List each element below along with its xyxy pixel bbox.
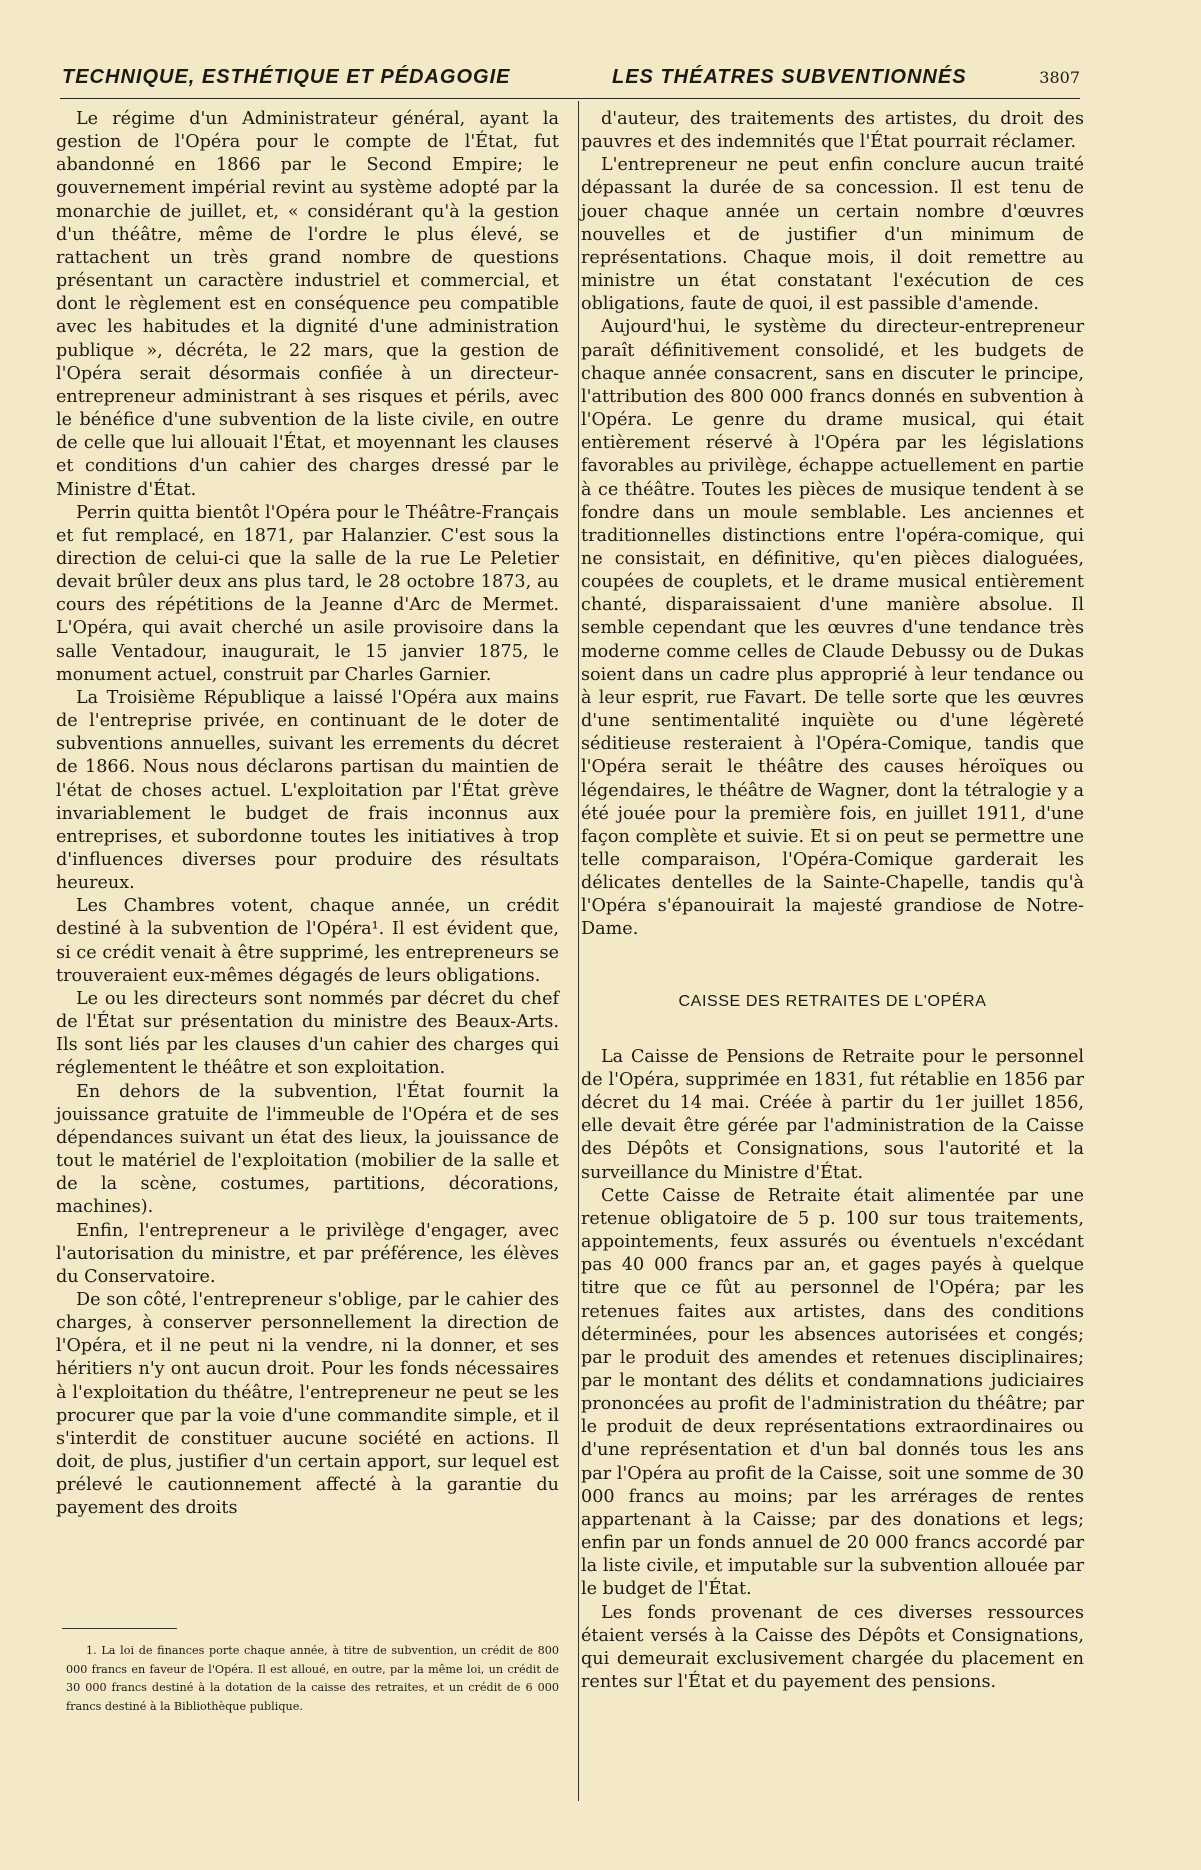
paragraph: Le ou les directeurs sont nommés par décret du chef de l'État sur présentation du ministre des Beaux-Arts. Ils sont liés par les clauses d'un cahier des charges qui réglementent le théâtre et son exploitation. — [56, 988, 559, 1079]
left-column — [56, 108, 559, 1521]
paragraph: De son côté, l'entrepreneur s'oblige, par le cahier des charges, à conserver personnellement la direction de l'Opéra, et il ne peut ni la vendre, ni la donner, et ses héritiers n'y ont aucun droit. Pour les fonds nécessaires à l'exploitation du théâtre, l'entrepreneur ne peut se les procurer que par la voie d'une commandite simple, et il s'interdit de constituer aucune société en actions. Il doit, de plus, justifier d'un certain apport, sur lequel est prélevé le cautionnement affecté à la garantie du payement des droits — [56, 1289, 559, 1519]
paragraph: La Troisième République a laissé l'Opéra aux mains de l'entreprise privée, en continuant de le doter de subventions annuelles, suivant les errements du décret de 1866. Nous nous déclarons partisan du maintien de l'état de choses actuel. L'exploitation par l'État grève invariablement le budget de frais inconnus aux entreprises, et subordonne toutes les initiatives à trop d'influences diverses pour produire des résultats heureux. — [56, 687, 559, 894]
header-rule — [60, 98, 1080, 99]
paragraph: Cette Caisse de Retraite était alimentée par une retenue obligatoire de 5 p. 100 sur tous traitements, appointements, feux assurés ou éventuels n'excédant pas 40 000 francs par an, et gages payés à quelque titre que ce fût au personnel de l'Opéra; par les retenues faites aux artistes, dans des conditions déterminées, pour les absences autorisées et congés; par le produit des amendes et retenues disciplinaires; par le montant des délits et condamnations judiciaires prononcées au profit de l'administration du théâtre; par le produit de deux représentations extraordinaires ou d'une représentation et d'un bal donnés tous les ans par l'Opéra au profit de la Caisse, soit une somme de 30 000 francs au moins; par les arrérages de rentes appartenant à la Caisse; par des donations et legs; enfin par un fonds annuel de 20 000 francs accordé par la liste civile, et imputable sur la subvention allouée par le budget de l'État. — [581, 1185, 1084, 1600]
paragraph: L'entrepreneur ne peut enfin conclure aucun traité dépassant la durée de sa concession. Il est tenu de jouer chaque année un certain nombre d'œuvres nouvelles et de justifier d'un minimum de représentations. Chaque mois, il doit remettre au ministre un état constatant l'exécution de ces obligations, faute de quoi, il est passible d'amende. — [581, 155, 1084, 315]
paragraph: Enfin, l'entrepreneur a le privilège d'engager, avec l'autorisation du ministre, et par préférence, les élèves du Conservatoire. — [56, 1220, 559, 1287]
footnote: 1. La loi de finances porte chaque année, à titre de subvention, un crédit de 800 000 francs en faveur de l'Opéra. Il est alloué, en outre, par la même loi, un crédit de 30 000 francs destiné à la dotation de la caisse des retraites, et un crédit de 6 000 francs destiné à la Bibliothèque publique. — [66, 1644, 559, 1713]
column-divider — [578, 101, 579, 1801]
paragraph: Le régime d'un Administrateur général, ayant la gestion de l'Opéra pour le compte de l'État, fut abandonné en 1866 par le Second Empire; le gouvernement impérial revint au système adopté par la monarchie de juillet, et, « considérant qu'à la gestion d'un théâtre, même de l'ordre le plus élevé, se rattachent un très grand nombre de questions présentant un caractère industriel et commercial, et dont le règlement est en conséquence peu compatible avec les habitudes et la dignité d'une administration publique », décréta, le 22 mars, que la gestion de l'Opéra serait désormais confiée à un directeur-entrepreneur administrant à ses risques et périls, avec le bénéfice d'une subvention de la liste civile, en outre de celle que lui allouait l'État, et moyennant les clauses et conditions d'un cahier des charges dressé par le Ministre d'État. — [56, 109, 559, 500]
paragraph: Perrin quitta bientôt l'Opéra pour le Théâtre-Français et fut remplacé, en 1871, par Halanzier. C'est sous la direction de celui-ci que la salle de la rue Le Peletier devait brûler deux ans plus tard, le 28 octobre 1873, au cours des répétitions de la Jeanne d'Arc de Mermet. L'Opéra, qui avait cherché un asile provisoire dans la salle Ventadour, inaugurait, le 15 janvier 1875, le monument actuel, construit par Charles Garnier. — [56, 502, 559, 685]
footnote-rule — [62, 1628, 177, 1629]
paragraph: La Caisse de Pensions de Retraite pour le personnel de l'Opéra, supprimée en 1831, fut rétablie en 1856 par décret du 14 mai. Créée à partir du 1er juillet 1856, elle devait être gérée par l'administration de la Caisse des Dépôts et Consignations, sous l'autorité et la surveillance du Ministre d'État. — [581, 1046, 1084, 1183]
header-chapter-title: LES THÉATRES SUBVENTIONNÉS — [612, 66, 967, 88]
paragraph: En dehors de la subvention, l'État fournit la jouissance gratuite de l'immeuble de l'Opéra et de ses dépendances suivant un état des lieux, la jouissance de tout le matériel de l'exploitation (mobilier de la salle et de la scène, costumes, partitions, décorations, machines). — [56, 1081, 559, 1218]
page-number: 3807 — [1039, 68, 1080, 87]
paragraph: Les fonds provenant de ces diverses ressources étaient versés à la Caisse des Dépôts et Consignations, qui demeurait exclusivement chargée du placement en rentes sur l'État et du payement des pensions. — [581, 1602, 1084, 1692]
right-column — [581, 108, 1084, 1694]
section-heading: CAISSE DES RETRAITES DE L'OPÉRA — [678, 992, 987, 1010]
header-section-title: TECHNIQUE, ESTHÉTIQUE ET PÉDAGOGIE — [62, 66, 511, 88]
paragraph: Aujourd'hui, le système du directeur-entrepreneur paraît définitivement consolidé, et les budgets de chaque année consacrent, sans en discuter le principe, l'attribution des 800 000 francs donnés en subvention à l'Opéra. Le genre du drame musical, qui était entièrement réservé à l'Opéra par les législations favorables au privilège, échappe actuellement en partie à ce théâtre. Toutes les pièces de musique tendent à se fondre dans un moule semblable. Les anciennes et traditionnelles distinctions entre l'opéra-comique, qui ne consistait, en définitive, qu'en pièces dialoguées, coupées de couplets, et le drame musical entièrement chanté, disparaissaient d'une manière absolue. Il semble cependant que les œuvres d'une tendance très moderne comme celles de Claude Debussy ou de Dukas soient dans un cadre plus approprié à leur tendance ou à leur esprit, rue Favart. De telle sorte que les œuvres d'une sentimentalité inquiète ou d'une légèreté séditieuse resteraient à l'Opéra-Comique, tandis que l'Opéra serait le théâtre des causes héroïques ou légendaires, le théâtre de Wagner, dont la tétralogie y a été jouée pour la première fois, en juillet 1911, d'une façon complète et suivie. Et si on peut se permettre une telle comparaison, l'Opéra-Comique garderait les délicates dentelles de la Sainte-Chapelle, tandis qu'à l'Opéra s'épanouirait la majesté grandiose de Notre-Dame. — [581, 317, 1084, 940]
paragraph: d'auteur, des traitements des artistes, du droit des pauvres et des indemnités que l'État pourrait réclamer. — [581, 109, 1084, 153]
paragraph: Les Chambres votent, chaque année, un crédit destiné à la subvention de l'Opéra¹. Il est évident que, si ce crédit venait à être supprimé, les entrepreneurs se trouveraient eux-mêmes dégagés de leurs obligations. — [56, 896, 559, 986]
running-header — [60, 66, 1080, 94]
